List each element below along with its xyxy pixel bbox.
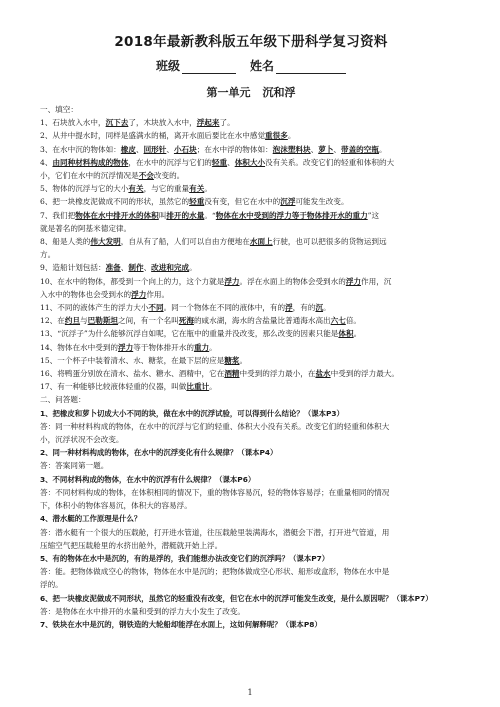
answer-text: 轻重 — [211, 157, 228, 167]
qa-list — [40, 407, 462, 631]
question-text: ，自从有了船，人们可以自由方便地在 — [120, 237, 250, 247]
question-text: 。 — [287, 131, 296, 141]
fill-line — [40, 261, 462, 274]
answer-text: 比重计 — [186, 382, 210, 392]
answer-text: 水面上 — [249, 237, 273, 247]
question-text: 1、石块放入水中， — [40, 118, 106, 128]
question-text: 改变的。 — [153, 171, 185, 181]
question-text: 叫 — [158, 210, 167, 220]
question-text: 。 — [189, 263, 197, 273]
answer-text: 伟大发明 — [90, 237, 121, 247]
answer-text: 不会 — [138, 171, 154, 181]
question-text: 。“ — [204, 210, 216, 220]
question-text: 中受到的浮力最小，在 — [239, 369, 316, 379]
qa-question: 1、把橡皮和萝卜切成大小不同的块，做在水中的沉浮试验，可以得到什么结论？（课本P3） — [40, 408, 344, 418]
class-blank — [182, 61, 236, 74]
question-text: 作用，沉 — [361, 276, 392, 286]
answer-text: 体积大小 — [234, 157, 266, 167]
fill-line — [40, 129, 462, 142]
fill-in-list — [40, 116, 462, 393]
qa-question: 3、不同材料构成的物体，在水中的沉浮有什么规律？（课本P6） — [40, 474, 256, 484]
answer-text: 重力 — [193, 342, 210, 352]
question-text: ；在水中浮的物体如： — [196, 144, 273, 154]
answer-text: 萝卜 — [318, 144, 334, 154]
answer-text: 浮力 — [131, 289, 147, 299]
question-text: 13、“沉浮子”为什么能够沉浮自如呢，它在瓶中的重量并没改变，那么改变的因素只能是 — [40, 329, 339, 339]
question-text: 。 — [209, 382, 217, 392]
qa-answer: 答：不同材料构成的物体，在体积相同的情况下，重的物体容易沉，轻的物体容易浮；在重量相同的情况 — [40, 487, 390, 497]
answer-text: 约旦 — [64, 316, 81, 326]
answer-text: 泡沫塑料块 — [272, 144, 311, 154]
student-info-line — [40, 57, 462, 74]
class-label: 班级 — [155, 59, 180, 73]
qa-question: 2、同一种材料构成的物体，在水中的沉浮变化有什么规律？（课本P4） — [40, 448, 278, 458]
name-blank — [276, 61, 346, 74]
answer-text: 准备 — [105, 263, 121, 273]
question-text: 、 — [166, 144, 174, 154]
question-text: 入水中的物体也会受到水的 — [40, 289, 132, 299]
fill-line — [40, 169, 462, 182]
section-heading-qa: 二、问答题： — [40, 395, 86, 405]
question-text: 5、物体的沉浮与它的大小 — [40, 184, 129, 194]
question-text: 行驶，也可以把很多的货物运到远 — [272, 237, 387, 247]
question-text: 、 — [135, 144, 144, 154]
question-text: 。 — [204, 184, 212, 194]
question-text: 没有关系。改变它们的轻重和体积的大 — [265, 157, 395, 167]
qa-question: 4、潜水艇的工作原理是什么？ — [40, 514, 142, 524]
question-text: 10、在水中的物体，都受到一个向上的力，这个力就是 — [40, 276, 225, 286]
question-text: 2、从井中提水时，同样是盛满水的桶，离开水面后要比在水中感觉 — [40, 131, 266, 141]
question-text: ”这 — [367, 210, 380, 220]
question-text: 4、 — [40, 157, 53, 167]
answer-text: 橡皮 — [120, 144, 136, 154]
answer-text: 浮力 — [224, 276, 240, 286]
question-text: 作用。 — [146, 289, 170, 299]
qa-question: 5、有的物体在水中是沉的，有的是浮的，我们能想办法改变它们的沉浮吗？（课本P7） — [40, 553, 330, 563]
document-content — [40, 103, 462, 631]
qa-answer: 小，沉浮状况不会改变。 — [40, 435, 124, 445]
question-text: 了，木块放入水中， — [128, 118, 197, 128]
question-text: 6、把一块橡皮泥做成不同的形状，虽然它的 — [40, 197, 190, 207]
question-text: 。同一个物体在不同的液体中，有的 — [163, 303, 286, 313]
fill-line — [40, 116, 462, 129]
fill-line — [40, 288, 462, 301]
answer-text: 有关 — [128, 184, 144, 194]
fill-line — [40, 195, 462, 208]
qa-question: 6、把一块橡皮泥做成不同形状，虽然它的轻重没有改变，但它在水中的沉浮可能发生改变，是什么原因呢？（课本P7） — [40, 593, 433, 603]
question-text: 之间，有一个名叫 — [118, 316, 179, 326]
question-text: 倍。 — [345, 316, 362, 326]
qa-answer: 浮的。 — [40, 580, 63, 590]
question-text: 。 — [323, 303, 331, 313]
question-text: 、 — [333, 144, 341, 154]
fill-line — [40, 327, 462, 340]
unit-title — [40, 84, 462, 100]
question-text: ，与它的重量 — [143, 184, 190, 194]
question-text: 。 — [353, 329, 362, 339]
question-text: 方。 — [40, 250, 56, 260]
question-text: ，有的 — [292, 303, 316, 313]
question-text: 、 — [120, 263, 129, 273]
unit-number: 第一单元 — [206, 86, 251, 99]
answer-text: 糖浆 — [224, 355, 240, 365]
question-text: 11、不同的液体产生的浮力大小 — [40, 303, 149, 313]
qa-answer: 答：潜水艇有一个很大的压载舱，打开进水管道，往压载舱里装满海水，潜艇会下潜，打开进气管道，用 — [40, 527, 390, 537]
question-text: 与 — [80, 316, 88, 326]
answer-text: 盐水 — [315, 369, 331, 379]
answer-text: 回形针 — [143, 144, 167, 154]
fill-line — [40, 341, 462, 354]
answer-text: 六七 — [330, 316, 346, 326]
answer-text: 沉下去 — [105, 118, 129, 128]
unit-name: 沉和浮 — [262, 86, 296, 99]
question-text: 15、一个杯子中装着清水、水、糖浆，在最下层的应是 — [40, 355, 225, 365]
question-text: 中受到的浮力最大。 — [330, 369, 399, 379]
answer-text: 浮起来 — [196, 118, 220, 128]
question-text: 7、我们把 — [40, 210, 76, 220]
question-text: 、 — [227, 157, 235, 167]
question-text: 没有变，但它在水中的 — [204, 197, 281, 207]
question-text: 的咸水湖，海水的含盐量比普通海水高出 — [193, 316, 331, 326]
answer-text: 制作 — [128, 263, 144, 273]
question-text: 、 — [143, 263, 152, 273]
question-text: 等于物体排开水的 — [133, 342, 194, 352]
fill-line — [40, 248, 462, 261]
question-text: 就是著名的阿基米德定律。 — [40, 223, 132, 233]
answer-text: 沉 — [315, 303, 324, 313]
fill-line — [40, 143, 462, 156]
page-number: 1 — [247, 688, 253, 697]
question-text: 17、有一种能够比较液体轻重的仪器，叫做 — [40, 382, 187, 392]
answer-text: 小石块 — [173, 144, 197, 154]
fill-line — [40, 156, 462, 169]
answer-text: 体积 — [338, 329, 354, 339]
answer-text: 有关 — [189, 184, 205, 194]
answer-text: 酒精 — [224, 369, 240, 379]
question-text: 可能发生改变。 — [295, 197, 349, 207]
qa-question: 7、铁块在水中是沉的，钢铁造的大轮船却能浮在水面上，这如何解释呢？（课本P8） — [40, 619, 322, 629]
fill-line — [40, 235, 462, 248]
answer-text: 带盖的空瓶 — [341, 144, 379, 154]
answer-text: 死海 — [178, 316, 194, 326]
question-text: 8、船是人类的 — [40, 237, 91, 247]
answer-text: 浮 — [285, 303, 293, 313]
fill-line — [40, 209, 462, 222]
question-text: ，在水中的沉浮与它们的 — [128, 157, 212, 167]
fill-line — [40, 301, 462, 314]
question-text: 、 — [310, 144, 319, 154]
answer-text: 浮力 — [345, 276, 362, 286]
answer-text: 排开的水量 — [166, 210, 205, 220]
question-text: 14、物体在水中受到的 — [40, 342, 119, 352]
fill-line — [40, 380, 462, 393]
question-text: 了。 — [219, 118, 235, 128]
answer-text: 重很多 — [265, 131, 288, 141]
answer-text: 不同 — [148, 303, 164, 313]
qa-answer: 下，体积小的物体容易沉，体积大的容易浮。 — [40, 501, 192, 511]
qa-answer: 答：能。把物体做成空心的物体，物体在水中是沉的；把物体做成空心形状、船形或盒形，物体在水中是 — [40, 567, 390, 577]
answer-text: 物体在水中排开水的体积 — [75, 210, 159, 220]
section-heading-fill: 一、填空： — [40, 105, 78, 114]
question-text: 16、将鸭蛋分别放在清水、盐水、糖水、酒精中，它在 — [40, 369, 225, 379]
question-text: 。 — [239, 355, 248, 365]
document-title: 2018年最新教科版五年级下册科学复习资料 — [114, 34, 388, 50]
question-text: 12、在 — [40, 316, 65, 326]
fill-line — [40, 275, 462, 288]
question-text: 3、在水中沉的物体如： — [40, 144, 121, 154]
question-text: 9、造船计划包括： — [40, 263, 106, 273]
qa-answer: 答：答案同第一题。 — [40, 461, 109, 471]
answer-text: 巴勒斯坦 — [87, 316, 119, 326]
answer-text: 由同种材料构成的物体 — [52, 157, 129, 167]
answer-text: 改进和完成 — [151, 263, 190, 273]
fill-line — [40, 314, 462, 327]
qa-answer: 答：同一种材料构成的物体，在水中的沉浮与它们的轻重、体积大小没有关系。改变它们的轻重和体积大 — [40, 421, 390, 431]
fill-line — [40, 222, 462, 235]
name-label: 姓名 — [250, 59, 275, 73]
fill-line — [40, 367, 462, 380]
question-text: 。 — [378, 144, 387, 154]
question-text: 小，它们在水中的沉浮情况是 — [40, 171, 139, 181]
question-text: 。浮在水面上的物体会受到水的 — [239, 276, 346, 286]
qa-answer: 压缩空气把压载舱里的水挤出舱外，潜艇就开始上浮。 — [40, 540, 223, 550]
fill-line — [40, 182, 462, 195]
fill-line — [40, 354, 462, 367]
question-text: 。 — [209, 342, 217, 352]
answer-text: 轻重 — [189, 197, 205, 207]
answer-text: 物体在水中受到的浮力等于物体排开水的重力 — [215, 210, 368, 220]
qa-answer: 答：是物体在水中排开的水量和受到的浮力大小发生了改变。 — [40, 606, 246, 616]
answer-text: 浮力 — [118, 342, 134, 352]
answer-text: 沉浮 — [280, 197, 296, 207]
